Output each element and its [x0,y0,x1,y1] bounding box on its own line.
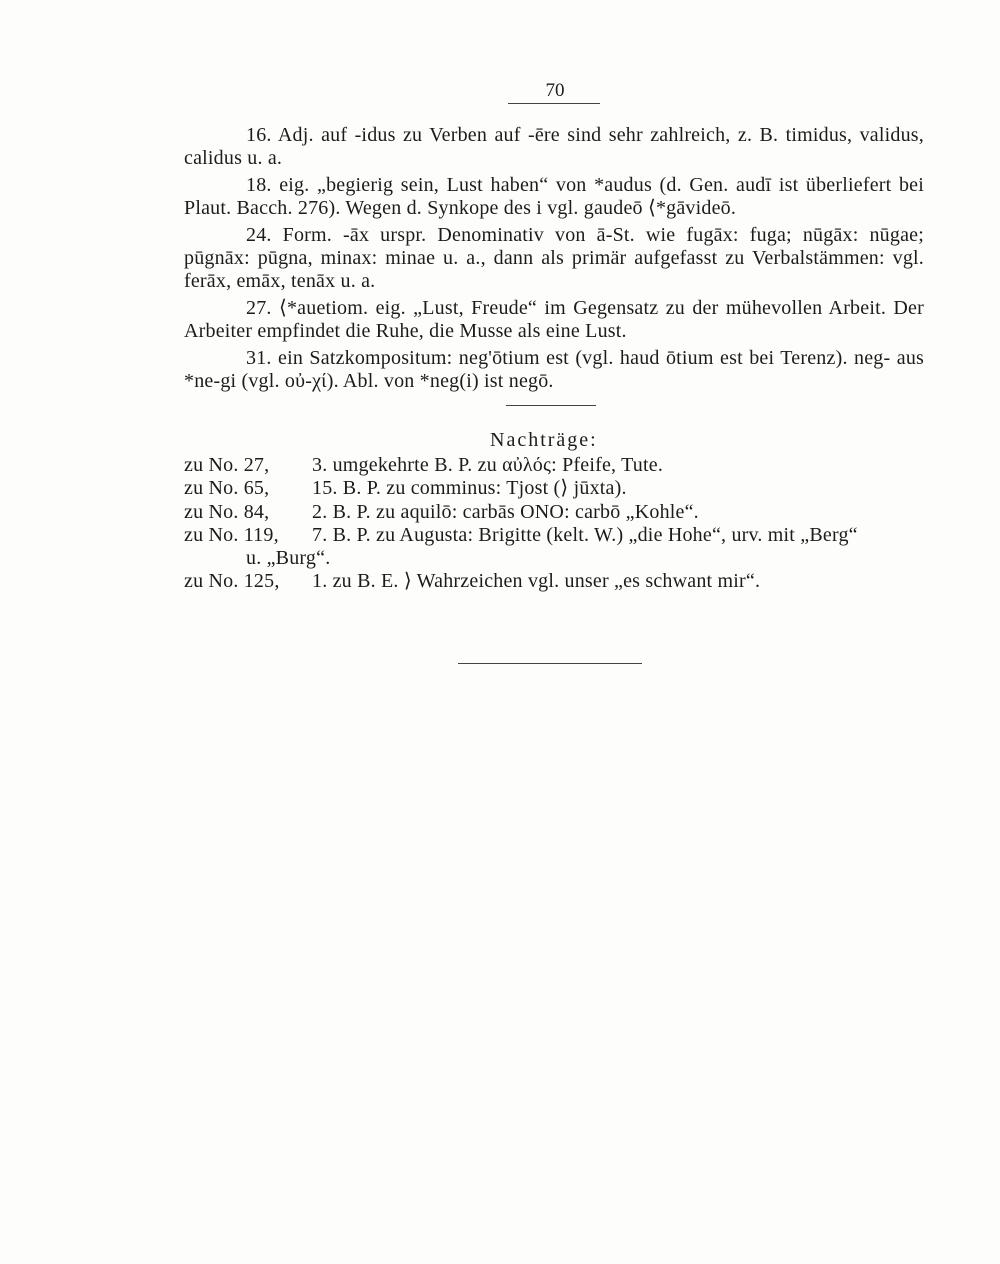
note-18 [184,174,924,220]
addendum-item [184,454,924,477]
note-24 [184,224,924,293]
addendum-item [184,570,924,593]
addendum-ref: zu No. 119, [184,523,279,546]
note-number: 27. [246,297,272,319]
addendum-continuation: u. „Burg“. [246,547,331,570]
nachtraege-heading: Nachträge: [490,429,598,451]
addendum-text: 1. zu B. E. ⟩ Wahrzeichen vgl. unser „es schwant mir“. [312,570,761,593]
addendum-item [184,501,924,524]
note-number: 16. [246,124,272,146]
note-number: 31. [246,347,272,369]
nachtraege-list [184,454,924,594]
note-text: Adj. auf -idus zu Verben auf -ēre sind sehr zahlreich, z. B. timidus, validus, calidus u. a. [184,124,924,169]
addendum-ref: zu No. 27, [184,454,270,476]
page-number: 70 [545,80,565,101]
addendum-text: 15. B. P. zu comminus: Tjost (⟩ jūxta). [312,477,627,500]
addendum-text: 3. umgekehrte B. P. zu αὐλός: Pfeife, Tute. [312,454,664,476]
note-27 [184,297,924,343]
note-31 [184,347,924,393]
note-text: eig. „begierig sein, Lust haben“ von *audus (d. Gen. audī ist überliefert bei Plaut. Bacch. 276). Wegen d. Synkope des i vgl. gaudeō ⟨*gāvideō. [184,174,925,219]
addendum-text: 2. B. P. zu aquilō: carbās ONO: carbō „Kohle“. [312,500,699,523]
addendum-item [184,524,924,547]
addendum-ref: zu No. 84, [184,500,270,523]
note-text: Form. -āx urspr. Denominativ von ā-St. wie fugāx: fuga; nūgāx: nūgae; pūgnāx: pūgna, minax: minae u. a., dann als primär aufgefasst zu Verbalstämmen: vgl. ferāx, emāx, tenāx u. a. [184,224,924,292]
addendum-text: 7. B. P. zu Augusta: Brigitte (kelt. W.) „die Hohe“, urv. mit „Berg“ [312,523,858,546]
note-number: 24. [246,224,272,246]
note-number: 18. [246,174,272,196]
header-rule [508,103,600,104]
section-divider [506,405,596,406]
note-text: ein Satzkompositum: neg'ōtium est (vgl. haud ōtium est bei Terenz). neg- aus *ne-gi (vgl. οὐ-χί). Abl. von *neg(i) ist negō. [184,347,924,392]
note-text: ⟨*auetiom. eig. „Lust, Freude“ im Gegensatz zu der mühevollen Arbeit. Der Arbeiter empfindet die Ruhe, die Musse als eine Lust. [184,297,924,342]
addendum-ref: zu No. 125, [184,570,280,593]
addendum-ref: zu No. 65, [184,477,270,500]
note-16 [184,124,924,170]
end-rule [458,663,642,664]
addendum-item [184,477,924,500]
notes-section [184,124,924,397]
